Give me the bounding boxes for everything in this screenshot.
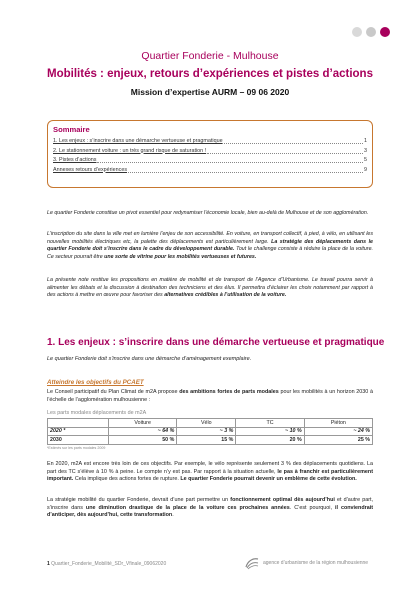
section-1-heading: 1. Les enjeux : s’inscrire dans une démarche vertueuse et pragmatique: [47, 337, 385, 348]
toc-entry[interactable]: [53, 137, 367, 147]
strategy-paragraph: [47, 497, 373, 520]
decorative-dots: [352, 27, 390, 37]
agency-logo-icon: [244, 556, 260, 570]
table-header-cell: Voiture: [109, 419, 177, 428]
situation-emphasis-2: Le quartier Fonderie pourrait devenir un emblème de cette évolution.: [180, 476, 357, 483]
table-header-cell: TC: [236, 419, 304, 428]
toc-leader: [97, 156, 363, 163]
strategy-text: La stratégie mobilité du quartier Fonderie, devrait d’une part permettre un: [47, 497, 231, 503]
toc-entry[interactable]: [53, 156, 367, 166]
objectives-text-2: pour les mobilités à un horizon 2030 à l’échelle de l’agglomération mulhousienne :: [47, 389, 373, 403]
intro-p2-emphasis-2: une sorte de vitrine pour les mobilités vertueuses et futures.: [104, 253, 257, 260]
intro-p1-text: Le quartier Fonderie constitue un pivot essentiel pour redynamiser l’économie locale, bien au-delà de Mulhouse et de son agglomération.: [47, 210, 369, 216]
toc-leader: [128, 166, 363, 173]
toc-entry-label: 1. Les enjeux : s’inscrire dans une démarche vertueuse et pragmatique: [53, 138, 223, 144]
table-row: [48, 427, 373, 436]
toc-entry[interactable]: [53, 147, 367, 157]
situation-emphasis: le pas à franchir est particulièrement important.: [47, 468, 373, 483]
dot-2: [366, 27, 376, 37]
page-footer: [47, 561, 166, 567]
table-cell: 15 %: [177, 436, 236, 445]
table-cell: ~ 3 %: [177, 427, 236, 436]
toc-entry[interactable]: [53, 166, 367, 176]
toc-entry-page: 3: [364, 147, 367, 154]
table-cell: 2020 *: [48, 427, 109, 436]
intro-p3-text: La présente note restitue les propositions en matière de mobilité et de transport de l’Agence d’Urbanisme. Le travail pourra servir à alimenter les débats et la discussion à destination des techniciens et des élus. Il permettra d’éclairer les choix notamment par rapport à des actions à mettre en œuvre pour favoriser des: [47, 277, 373, 299]
toc-leader: [224, 137, 363, 144]
toc-entry-label: 2. Le stationnement voiture : un très grand risque de saturation !: [53, 147, 207, 154]
modal-share-table: [47, 418, 373, 445]
intro-p2-emphasis: La stratégie des déplacements dans le quartier Fonderie doit s’inscrire dans le cadre du développement durable.: [47, 238, 374, 253]
dot-3: [380, 27, 390, 37]
table-cell: ~ 64 %: [109, 427, 177, 436]
intro-p3-emphasis: alternatives crédibles à l’utilisation de la voiture.: [164, 292, 287, 299]
table-of-contents: [47, 120, 373, 188]
situation-text-2: Cela implique des actions fortes de rupture.: [73, 476, 181, 483]
strategy-emphasis-2: une diminution drastique de la place de la voiture ces prochaines années: [85, 504, 290, 511]
table-cell: 50 %: [109, 436, 177, 445]
table-caption: Les parts modales déplacements de m2A: [47, 410, 147, 416]
table-row: [48, 436, 373, 445]
table-cell: 20 %: [236, 436, 304, 445]
toc-entry-label: Annexes retours d’expériences: [53, 166, 128, 173]
intro-paragraph-2: [47, 231, 373, 261]
toc-entry-page: 5: [364, 157, 367, 163]
objectives-text: Le Conseil participatif du Plan Climat de m2A propose: [47, 389, 180, 395]
table-cell: 2030: [48, 436, 109, 445]
strategy-text-4: .: [172, 512, 174, 519]
agency-name: agence d’urbanisme de la région mulhousienne: [263, 560, 369, 566]
objectives-heading: Atteindre les objectifs du PCAET: [47, 379, 144, 386]
table-header-cell: Vélo: [177, 419, 236, 428]
agency-logo: [244, 556, 368, 570]
footer-filename: Quartier_Fonderie_Mobilité_SDr_Vfinale_09062020: [51, 561, 167, 567]
table-header-cell: [48, 419, 109, 428]
objectives-paragraph: [47, 389, 373, 404]
table-header-row: [48, 419, 373, 428]
table-cell: ~ 24 %: [304, 427, 372, 436]
toc-title: Sommaire: [53, 125, 90, 134]
intro-paragraph-1: [47, 210, 373, 218]
situation-text: En 2020, m2A est encore très loin de ces objectifs. Par exemple, le vélo représente seulement 3 % des déplacements quotidiens. La part des TC s’élève à 10 % à peine. Le compte n’y est pas. Par rapport à la situation actuelle,: [47, 461, 373, 475]
table-footnote: *Estimés sur les parts modales 2009: [47, 446, 106, 450]
toc-entry-label: 3. Pistes d’actions: [53, 157, 97, 163]
page-number: 1: [47, 561, 50, 567]
toc-leader: [207, 147, 363, 154]
document-subtitle: Mobilités : enjeux, retours d’expériences et pistes d’actions: [47, 68, 373, 80]
table-header-cell: Piéton: [304, 419, 372, 428]
strategy-emphasis: fonctionnement optimal dès aujourd’hui: [230, 497, 335, 503]
document-title: Quartier Fonderie - Mulhouse: [141, 50, 279, 62]
strategy-text-2: et d’autre part, s’inscrire dans: [47, 497, 373, 511]
toc-entry-page: 1: [364, 138, 367, 144]
mission-line: Mission d’expertise AURM – 09 06 2020: [130, 87, 290, 97]
intro-paragraph-3: [47, 277, 373, 300]
objectives-emphasis: des ambitions fortes de parts modales: [179, 389, 279, 395]
situation-paragraph: [47, 461, 373, 484]
toc-entry-page: 9: [364, 166, 367, 173]
table-cell: ~ 10 %: [236, 427, 304, 436]
strategy-text-3: . C’est pourquoi,: [289, 504, 335, 511]
dot-1: [352, 27, 362, 37]
section-1-subtitle: Le quartier Fonderie doit s’inscrire dans une démarche d’aménagement exemplaire.: [47, 356, 252, 362]
table-cell: 25 %: [304, 436, 372, 445]
strategy-emphasis-3: il conviendrait d’anticiper, dès aujourd’hui, cette transformation: [47, 504, 373, 519]
intro-p2-text: L’inscription du site dans la ville met en lumière l’enjeu de son accessibilité. En voiture, en transport collectif, à pied, à vélo, en utilisant les nouvelles mobilités électriques etc, la palette des déplacements est particulièrement large.: [47, 231, 373, 245]
intro-p2-text-2: Tout le challenge consiste à réduire la place de la voiture. Ce secteur pourrait être: [47, 246, 373, 260]
